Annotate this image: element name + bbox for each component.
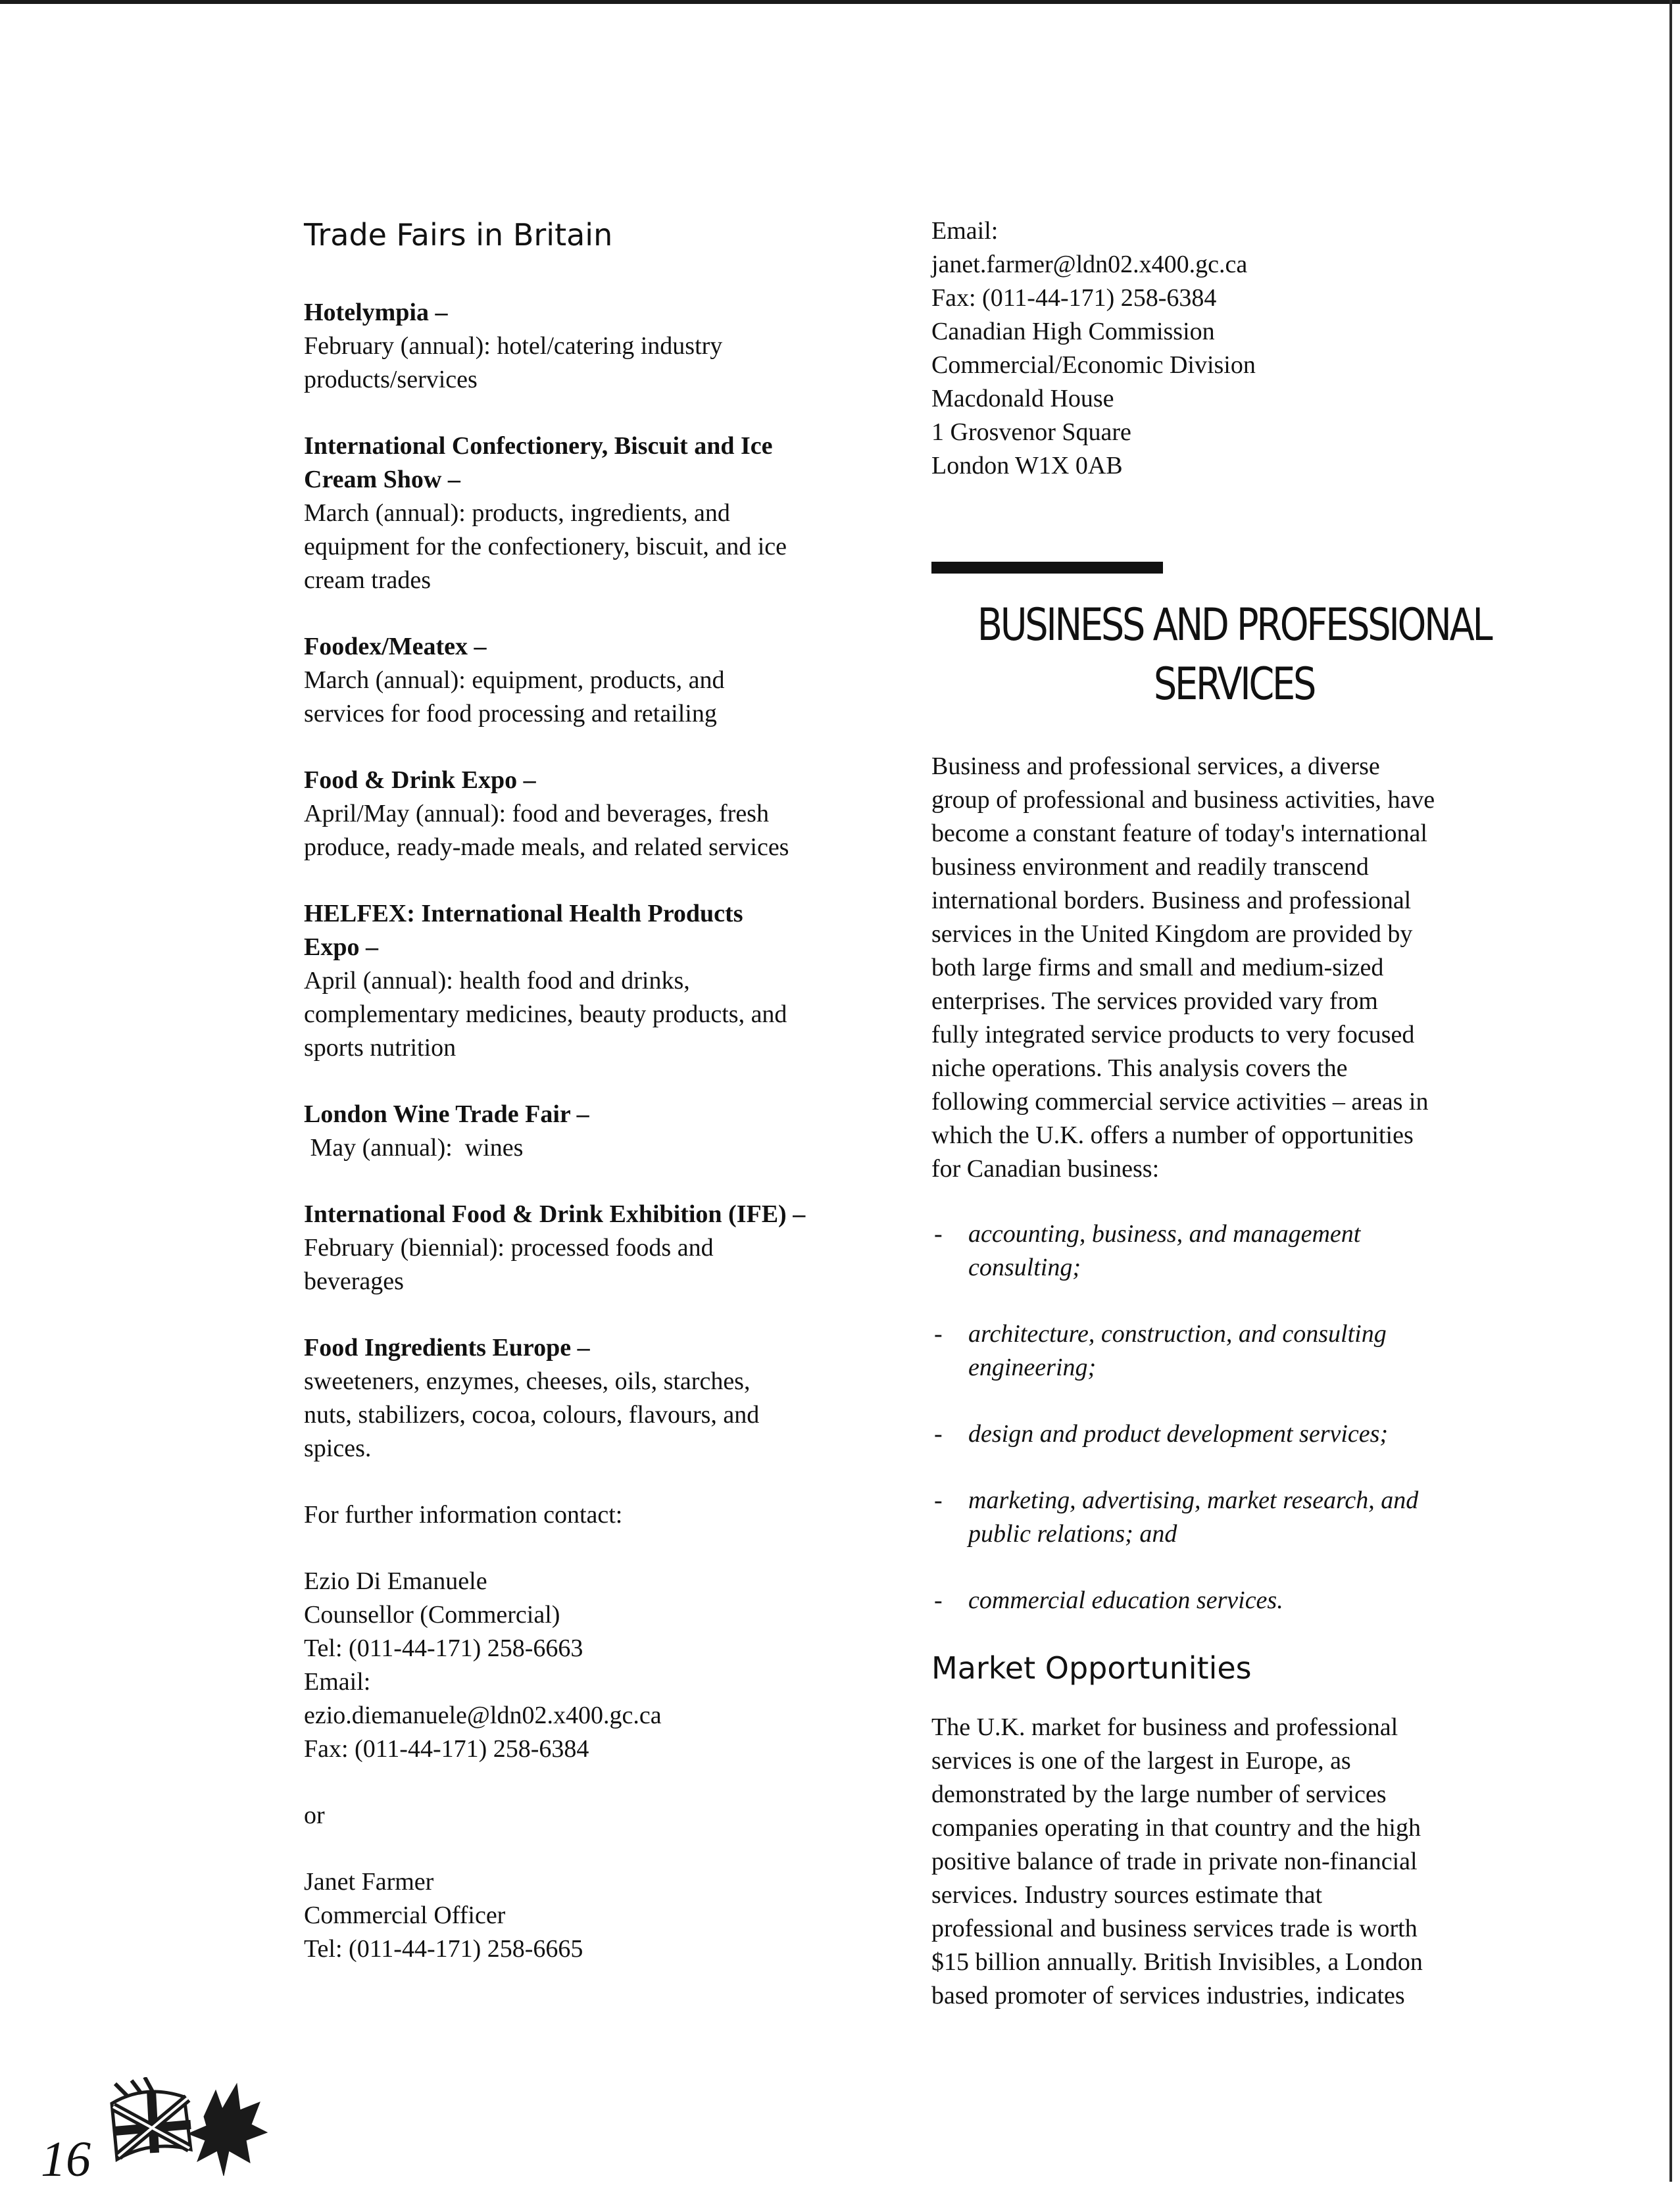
- fair-name: London Wine Trade Fair –: [304, 1100, 589, 1128]
- contact-janet-continued: Email: janet.farmer@ldn02.x400.gc.ca Fax: (011-44-171) 258-6384 Canadian High Commission Commercial/Economic Division Macdonald House 1 Grosvenor Square London W1X 0AB: [931, 217, 1256, 479]
- fair-entry: [304, 430, 896, 597]
- fair-name: HELFEX: International Health Products Expo –: [304, 900, 743, 961]
- fair-entry: [304, 1331, 896, 1465]
- right-column: [931, 214, 1523, 2013]
- list-item-text: design and product development services;: [968, 1420, 1389, 1448]
- fair-name: Food Ingredients Europe –: [304, 1334, 590, 1362]
- fair-description: April (annual): health food and drinks, complementary medicines, beauty products, and sports nutrition: [304, 967, 787, 1062]
- bullet-dash: -: [934, 1487, 943, 1514]
- fair-description: February (biennial): processed foods and beverages: [304, 1234, 714, 1295]
- fair-description: April/May (annual): food and beverages, fresh produce, ready-made meals, and related services: [304, 800, 789, 861]
- bullet-dash: -: [934, 1586, 943, 1614]
- fair-name: International Food & Drink Exhibition (IFE) –: [304, 1200, 806, 1228]
- list-item: [931, 1317, 1523, 1385]
- fair-description: February (annual): hotel/catering industry products/services: [304, 332, 723, 393]
- union-flag-maple-leaf-icon: [105, 2077, 268, 2180]
- service-activities-list: [931, 1217, 1523, 1617]
- section-title: [964, 596, 1504, 714]
- list-item-text: marketing, advertising, market research, and public relations; and: [968, 1487, 1419, 1548]
- list-item-text: commercial education services.: [968, 1586, 1283, 1614]
- bullet-dash: -: [934, 1420, 943, 1448]
- fair-name: International Confectionery, Biscuit and Ice Cream Show –: [304, 432, 773, 493]
- fair-name: Hotelympia –: [304, 299, 448, 326]
- left-column: [304, 217, 896, 1966]
- list-item: [931, 1484, 1523, 1551]
- contact-intro: For further information contact:: [304, 1501, 623, 1529]
- section-title-line-1: BUSINESS AND PROFESSIONAL: [977, 599, 1491, 651]
- fair-description: sweeteners, enzymes, cheeses, oils, starches, nuts, stabilizers, cocoa, colours, flavours, and spices.: [304, 1367, 760, 1462]
- fair-description: March (annual): equipment, products, and services for food processing and retailing: [304, 666, 725, 727]
- section-divider-bar: [931, 562, 1163, 574]
- top-border-rule: [0, 0, 1680, 4]
- list-item: [931, 1584, 1523, 1617]
- fair-entry: [304, 897, 896, 1065]
- fair-description: March (annual): products, ingredients, and equipment for the confectionery, biscuit, and ice cream trades: [304, 499, 787, 594]
- contact-ezio: Ezio Di Emanuele Counsellor (Commercial) Tel: (011-44-171) 258-6663 Email: ezio.diemanuele@ldn02.x400.gc.ca Fax: (011-44-171) 258-6384: [304, 1567, 662, 1763]
- fair-entry: [304, 764, 896, 864]
- section-title-line-2: SERVICES: [1153, 658, 1315, 710]
- fair-entry: [304, 296, 896, 397]
- list-item: [931, 1217, 1523, 1285]
- trade-fairs-heading: Trade Fairs in Britain: [304, 217, 613, 253]
- contact-janet: Janet Farmer Commercial Officer Tel: (011-44-171) 258-6665: [304, 1868, 583, 1963]
- list-item-text: architecture, construction, and consulting engineering;: [968, 1320, 1387, 1381]
- right-page-edge: [1669, 0, 1672, 2182]
- contact-or: or: [304, 1802, 325, 1829]
- fair-entry: [304, 630, 896, 731]
- market-opportunities-text: The U.K. market for business and professional services is one of the largest in Europe, as demonstrated by the large number of services companies operating in that country and the high positive balance of trade in private non-financial services. Industry sources estimate that professional and business services trade is worth $15 billion annually. British Invisibles, a London based promoter of services industries, indicates: [931, 1713, 1423, 2009]
- bullet-dash: -: [934, 1220, 943, 1248]
- fair-entry: [304, 1198, 896, 1298]
- market-opportunities-heading: Market Opportunities: [931, 1650, 1252, 1686]
- fair-entry: [304, 1098, 896, 1165]
- fair-name: Foodex/Meatex –: [304, 633, 487, 660]
- business-services-intro: Business and professional services, a diverse group of professional and business activities, have become a constant feature of today's international business environment and readily transcend international borders. Business and professional services in the United Kingdom are provided by both large firms and small and medium-sized enterprises. The services provided vary from fully integrated service products to very focused niche operations. This analysis covers the following commercial service activities – areas in which the U.K. offers a number of opportunities for Canadian business:: [931, 752, 1435, 1183]
- page-number: 16: [41, 2132, 91, 2187]
- list-item: [931, 1417, 1523, 1451]
- bullet-dash: -: [934, 1320, 943, 1348]
- fair-description: May (annual): wines: [304, 1134, 524, 1162]
- list-item-text: accounting, business, and management consulting;: [968, 1220, 1361, 1281]
- fair-name: Food & Drink Expo –: [304, 766, 536, 794]
